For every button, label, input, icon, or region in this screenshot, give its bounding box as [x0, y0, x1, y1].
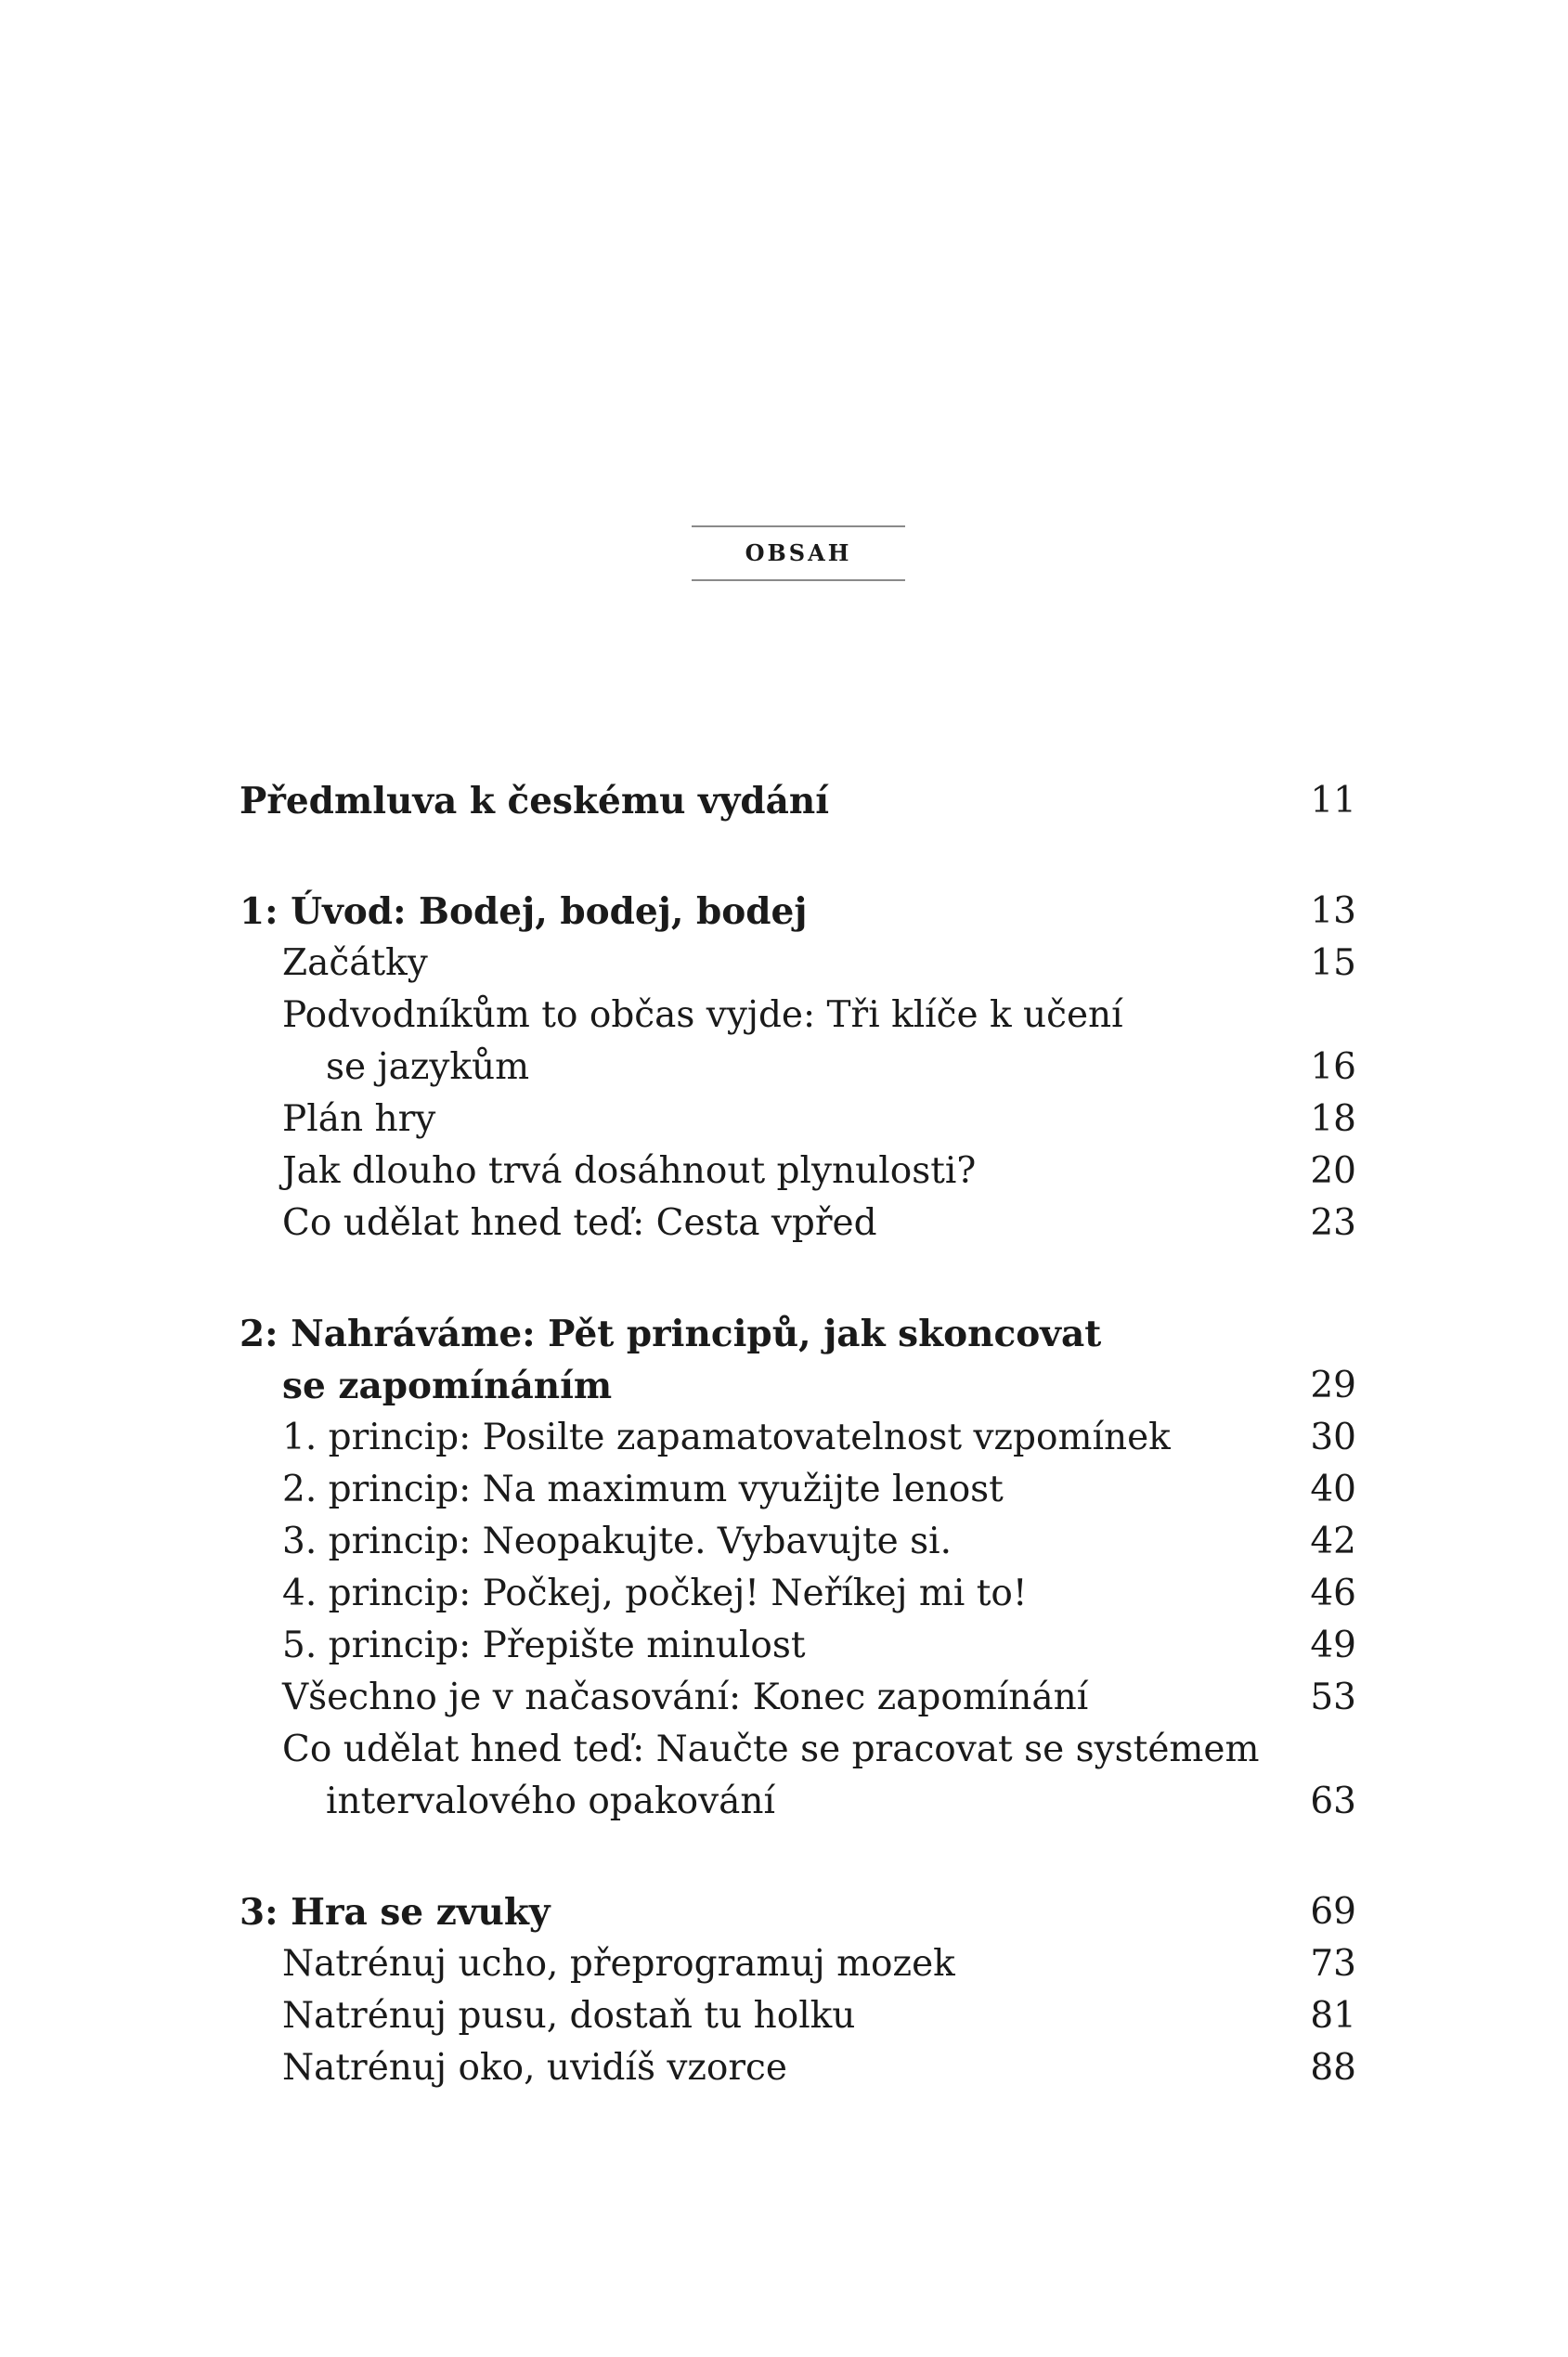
table-of-contents: [240, 775, 1356, 2094]
toc-page-number: 73: [1310, 1943, 1356, 1985]
toc-section-continuation: [240, 1776, 1356, 1828]
toc-page-number: 20: [1310, 1150, 1356, 1192]
toc-section: [240, 1198, 1356, 1250]
toc-page-number: 15: [1310, 942, 1356, 984]
toc-chapter-title: 2: Nahráváme: Pět principů, jak skoncovat: [240, 1313, 1102, 1355]
toc-entry-title: Předmluva k českému vydání: [240, 780, 830, 822]
toc-section: [240, 1412, 1356, 1464]
toc-section-title: Natrénuj ucho, přeprogramuj mozek: [282, 1943, 955, 1985]
toc-page-number: 23: [1310, 1202, 1356, 1244]
toc-section: [240, 1672, 1356, 1724]
toc-chapter-2-continuation: [240, 1360, 1356, 1412]
toc-section-title: Podvodníkům to občas vyjde: Tři klíče k učení: [282, 994, 1123, 1036]
toc-section-title: Začátky: [282, 942, 428, 984]
toc-chapter-1: [240, 886, 1356, 938]
toc-page-number: 30: [1310, 1417, 1356, 1458]
toc-section-title: 5. princip: Přepište minulost: [282, 1625, 806, 1666]
toc-page-number: 11: [1310, 780, 1356, 822]
toc-page-number: 13: [1310, 890, 1356, 932]
contents-heading-block: [692, 525, 905, 581]
toc-section: [240, 1146, 1356, 1198]
toc-section: [240, 938, 1356, 990]
toc-entry-preface: [240, 775, 1356, 827]
toc-page-number: 29: [1310, 1365, 1356, 1406]
toc-section: [240, 1724, 1356, 1776]
toc-page-number: 46: [1310, 1573, 1356, 1614]
toc-section: [240, 1464, 1356, 1516]
toc-section-title: Jak dlouho trvá dosáhnout plynulosti?: [282, 1150, 977, 1192]
toc-section-title: intervalového opakování: [326, 1781, 776, 1822]
toc-section-title: 2. princip: Na maximum využijte lenost: [282, 1469, 1004, 1510]
toc-section: [240, 1938, 1356, 1990]
toc-chapter-title: 3: Hra se zvuky: [240, 1891, 551, 1934]
toc-section-continuation: [240, 1042, 1356, 1094]
toc-page-number: 53: [1310, 1677, 1356, 1718]
toc-page-number: 16: [1310, 1046, 1356, 1088]
contents-heading: OBSAH: [745, 539, 852, 566]
heading-rule-bottom: [692, 579, 905, 581]
toc-section-title: 1. princip: Posilte zapamatovatelnost vzpomínek: [282, 1417, 1171, 1458]
toc-section-title: Co udělat hned teď: Naučte se pracovat se systémem: [282, 1729, 1260, 1770]
toc-section-title: 3. princip: Neopakujte. Vybavujte si.: [282, 1521, 952, 1562]
toc-page-number: 69: [1310, 1891, 1356, 1933]
toc-page-number: 42: [1310, 1521, 1356, 1562]
toc-section-title: 4. princip: Počkej, počkej! Neříkej mi to!: [282, 1573, 1028, 1614]
toc-chapter-title: se zapomínáním: [282, 1365, 613, 1407]
toc-section: [240, 1094, 1356, 1146]
toc-section: [240, 1620, 1356, 1672]
toc-page-number: 81: [1310, 1995, 1356, 2037]
toc-section-title: Co udělat hned teď: Cesta vpřed: [282, 1202, 877, 1244]
toc-page-number: 49: [1310, 1625, 1356, 1666]
toc-section: [240, 1516, 1356, 1568]
toc-section-title: Natrénuj pusu, dostaň tu holku: [282, 1995, 856, 2037]
toc-section: [240, 1990, 1356, 2042]
toc-page-number: 40: [1310, 1469, 1356, 1510]
toc-section-title: Plán hry: [282, 1098, 436, 1140]
toc-section: [240, 2042, 1356, 2094]
toc-page-number: 18: [1310, 1098, 1356, 1140]
toc-chapter-3: [240, 1886, 1356, 1938]
toc-section-title: Všechno je v načasování: Konec zapomínání: [282, 1677, 1089, 1718]
toc-chapter-2: [240, 1308, 1356, 1360]
toc-section: [240, 990, 1356, 1042]
toc-section: [240, 1568, 1356, 1620]
toc-section-title: se jazykům: [326, 1046, 530, 1088]
toc-page-number: 63: [1310, 1781, 1356, 1822]
toc-chapter-title: 1: Úvod: Bodej, bodej, bodej: [240, 890, 808, 933]
toc-section-title: Natrénuj oko, uvidíš vzorce: [282, 2047, 787, 2089]
toc-page-number: 88: [1310, 2047, 1356, 2089]
